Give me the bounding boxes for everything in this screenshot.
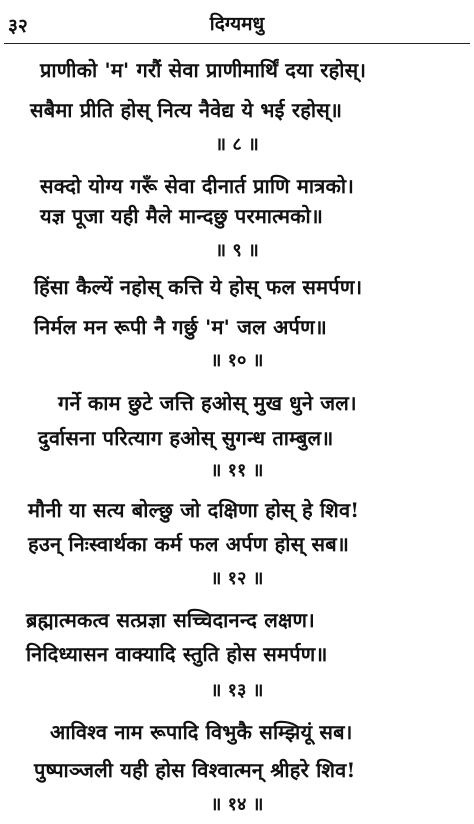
verse-number-marker: ॥ १२ ॥ [210, 568, 264, 589]
verse-line: निर्मल मन रूपी नै गर्छु 'म' जल अर्पण॥ [34, 315, 327, 339]
verse-line: पुष्पाञ्जली यही होस विश्वात्मन् श्रीहरे शिव! [34, 758, 356, 782]
verse-number-marker: ॥ ९ ॥ [215, 240, 259, 261]
verse-number-marker: ॥ ११ ॥ [210, 460, 264, 481]
verse-line: गर्ने काम छुटे जत्ति हओस् मुख धुने जल। [58, 391, 357, 415]
verse-line: मौनी या सत्य बोल्छु जो दक्षिणा होस् हे शिव! [28, 498, 360, 522]
verse-number-marker: ॥ १० ॥ [210, 350, 264, 371]
verse-line: दुर्वासना परित्याग हओस् सुगन्ध ताम्बुल॥ [38, 426, 334, 450]
verse-line: प्राणीको 'म' गरौं सेवा प्राणीमार्थिं दया रहोस्। [40, 58, 367, 82]
verse-line: हउन् निःस्वार्थका कर्म फल अर्पण होस् सब॥ [28, 532, 350, 556]
verse-line: यज्ञ पूजा यही मैले मान्दछु परमात्मको॥ [40, 204, 324, 228]
running-title: दिग्यमधु [209, 13, 265, 35]
page-number: ३२ [8, 15, 28, 37]
verse-line: निदिध्यासन वाक्यादि स्तुति होस समर्पण॥ [26, 642, 328, 666]
verse-line: सक्दो योग्य गरूँ सेवा दीनार्त प्राणि मात्रको। [40, 174, 354, 198]
verse-line: ब्रह्मात्मकत्व सत्प्रज्ञा सच्चिदानन्द लक्षण। [26, 608, 315, 632]
verse-number-marker: ॥ १४ ॥ [210, 794, 264, 815]
verse-number-marker: ॥ ८ ॥ [215, 134, 259, 155]
header-divider [4, 43, 470, 44]
verse-line: हिंसा कैल्यें नहोस् कत्ति ये होस् फल समर्पण। [34, 275, 363, 299]
verse-number-marker: ॥ १३ ॥ [210, 680, 264, 701]
verse-line: आविश्व नाम रूपादि विभुकै सम्झियूं सब। [50, 720, 353, 744]
verse-line: सबैमा प्रीति होस् नित्य नैवेद्य ये भई रहोस्॥ [30, 98, 343, 122]
